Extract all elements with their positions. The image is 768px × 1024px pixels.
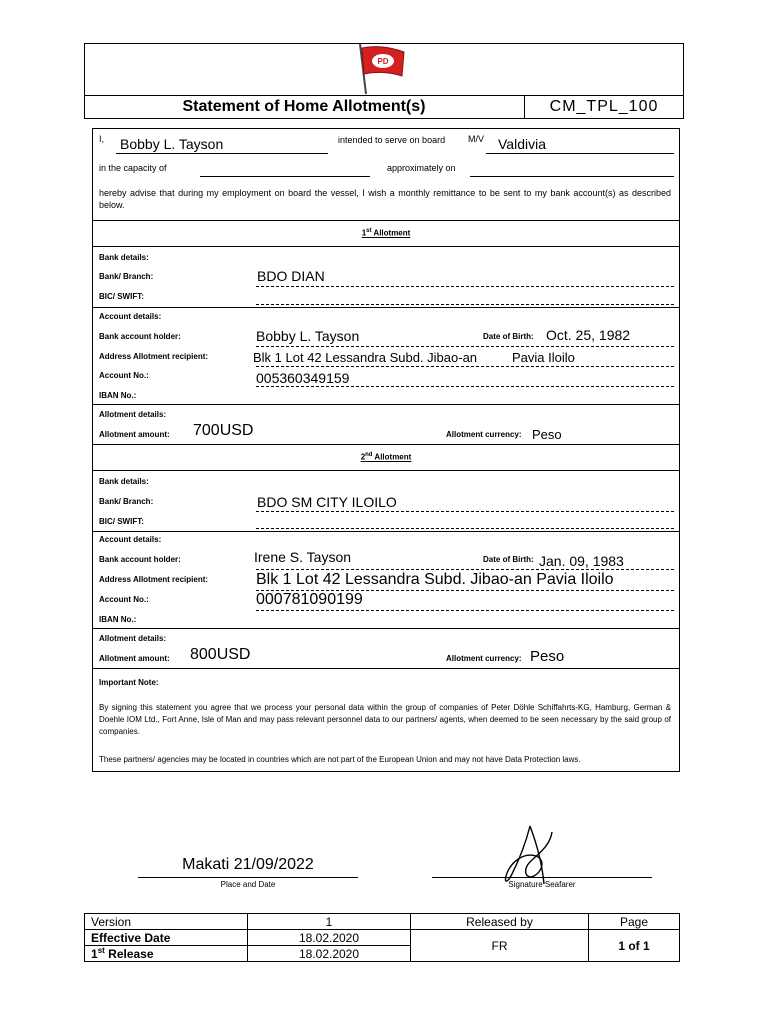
a2-bank-details-label: Bank details: (99, 477, 149, 486)
a2-holder-label: Bank account holder: (99, 555, 181, 564)
note-heading: Important Note: (99, 678, 159, 687)
first-release-value: 18.02.2020 (248, 946, 411, 962)
a2-currency: Peso (530, 648, 565, 665)
document-code: CM_TPL_100 (549, 98, 659, 115)
a1-address-label: Address Allotment recipient: (99, 352, 209, 361)
advise-text: hereby advise that during my employment on board the vessel, I wish a monthly remittance to be sent to my bank account(s) as described below. (99, 188, 671, 210)
a2-address: Blk 1 Lot 42 Lessandra Subd. Jibao-an Pavia Iloilo (256, 571, 614, 588)
a2-dob: Jan. 09, 1983 (539, 553, 624, 569)
a2-iban-label: IBAN No.: (99, 615, 137, 624)
a1-holder: Bobby L. Tayson (256, 328, 360, 344)
footer-table (84, 913, 680, 962)
note-paragraph-1: By signing this statement you agree that we process your personal data within the group of companies of Peter Döhle Schiffahrts-KG, Hamburg, German & Doehle IOM Ltd., Fort Anne, Isle of Man and may pass relevant personnel data to our partners/ agents, when deemed to be seen necessary by the said group of companies. (99, 703, 671, 736)
signature-label: Signature Seafarer (508, 880, 576, 889)
a2-account-details-label: Account details: (99, 535, 162, 544)
a2-address-label: Address Allotment recipient: (99, 575, 209, 584)
effective-date-label: Effective Date (85, 930, 248, 946)
a1-address: Blk 1 Lot 42 Lessandra Subd. Jibao-an (253, 350, 478, 365)
a1-amount: 700USD (193, 422, 254, 439)
a1-account-no: 005360349159 (256, 370, 350, 386)
allotment2-heading: 2nd Allotment (360, 452, 412, 462)
serve-label: intended to serve on board (338, 135, 446, 145)
seafarer-name: Bobby L. Tayson (120, 136, 224, 152)
a2-branch-label: Bank/ Branch: (99, 497, 154, 506)
a1-currency: Peso (532, 427, 562, 442)
allotment1-heading: 1st Allotment (361, 228, 411, 238)
a1-account-no-label: Account No.: (99, 371, 149, 380)
released-by-label: Released by (411, 914, 589, 930)
a1-amount-label: Allotment amount: (99, 430, 170, 439)
approx-label: approximately on (387, 163, 456, 173)
note-paragraph-2: These partners/ agencies may be located in countries which are not part of the European Union and may not have Data Protection laws. (99, 755, 581, 764)
a1-currency-label: Allotment currency: (446, 430, 522, 439)
a2-dob-label: Date of Birth: (483, 555, 534, 564)
page-value: 1 of 1 (589, 930, 680, 962)
a2-branch: BDO SM CITY ILOILO (257, 494, 397, 510)
place-date-value: Makati 21/09/2022 (182, 856, 314, 873)
first-release-label: 1st Release (85, 946, 248, 962)
logo-text: PD (377, 57, 389, 66)
a2-holder: Irene S. Tayson (254, 549, 352, 565)
company-flag-logo (352, 42, 412, 94)
seafarer-signature (490, 822, 570, 888)
a1-allot-details-label: Allotment details: (99, 410, 167, 419)
a1-dob-label: Date of Birth: (483, 332, 534, 341)
mv-label: M/V (468, 134, 485, 144)
version-value: 1 (248, 914, 411, 930)
a1-account-details-label: Account details: (99, 312, 162, 321)
capacity-label: in the capacity of (99, 163, 167, 173)
version-label: Version (85, 914, 248, 930)
i-label: I, (99, 134, 105, 144)
a1-bank-details-label: Bank details: (99, 253, 149, 262)
a1-iban-label: IBAN No.: (99, 391, 137, 400)
page-label: Page (589, 914, 680, 930)
a2-allot-details-label: Allotment details: (99, 634, 167, 643)
a1-branch: BDO DIAN (257, 268, 325, 284)
a1-dob: Oct. 25, 1982 (546, 327, 631, 343)
place-date-label: Place and Date (220, 880, 276, 889)
effective-date-value: 18.02.2020 (248, 930, 411, 946)
released-by-value: FR (411, 930, 589, 962)
form-box (92, 128, 680, 772)
a2-account-no: 000781090199 (256, 591, 363, 608)
vessel-name: Valdivia (498, 136, 546, 152)
a1-holder-label: Bank account holder: (99, 332, 181, 341)
a2-currency-label: Allotment currency: (446, 654, 522, 663)
a1-address-city: Pavia Iloilo (512, 350, 575, 365)
document-title: Statement of Home Allotment(s) (182, 98, 426, 115)
a1-branch-label: Bank/ Branch: (99, 272, 154, 281)
a2-bic-label: BIC/ SWIFT: (99, 517, 144, 526)
a1-bic-label: BIC/ SWIFT: (99, 292, 144, 301)
a2-amount-label: Allotment amount: (99, 654, 170, 663)
a2-amount: 800USD (190, 646, 251, 663)
a2-account-no-label: Account No.: (99, 595, 149, 604)
